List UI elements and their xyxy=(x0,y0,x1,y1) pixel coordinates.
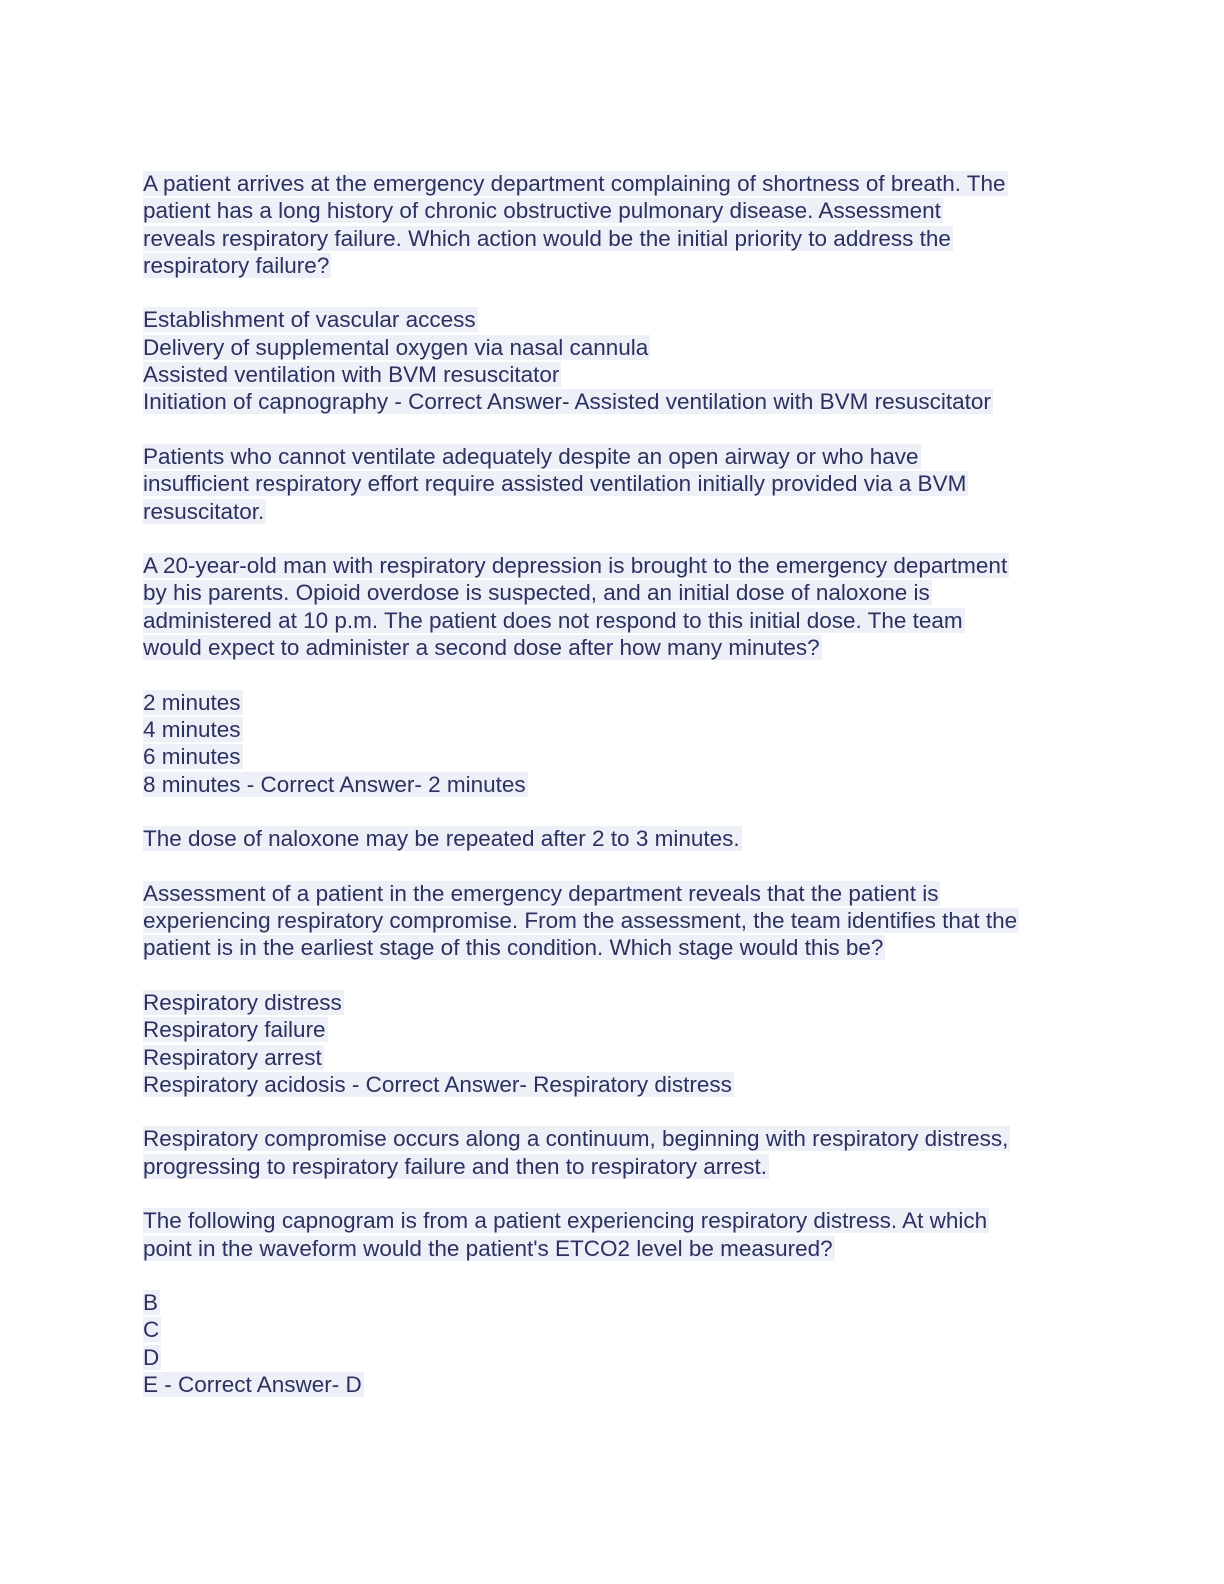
text-line: by his parents. Opioid overdose is suspected, and an initial dose of naloxone is xyxy=(143,580,930,606)
option-line: Respiratory distress xyxy=(143,989,342,1015)
answer-options-1 xyxy=(143,306,1083,415)
option-line-with-answer: Respiratory acidosis - Correct Answer- Respiratory distress xyxy=(143,1071,732,1097)
question-4 xyxy=(143,1207,1083,1262)
text-line: insufficient respiratory effort require assisted ventilation initially provided via a BVM xyxy=(143,471,967,497)
option-line: D xyxy=(143,1344,160,1370)
text-line: Patients who cannot ventilate adequately despite an open airway or who have xyxy=(143,443,919,469)
text-line: The dose of naloxone may be repeated after 2 to 3 minutes. xyxy=(143,826,740,852)
text-line: A patient arrives at the emergency department complaining of shortness of breath. The xyxy=(143,171,1006,196)
text-line: The following capnogram is from a patient experiencing respiratory distress. At which xyxy=(143,1208,988,1234)
option-line-with-answer: E - Correct Answer- D xyxy=(143,1372,362,1398)
option-line: C xyxy=(143,1317,160,1343)
text-line: respiratory failure? xyxy=(143,252,330,278)
rationale-2 xyxy=(143,825,1083,852)
option-line: Respiratory failure xyxy=(143,1017,326,1043)
text-line: Assessment of a patient in the emergency department reveals that the patient is xyxy=(143,880,939,906)
option-line-with-answer: 8 minutes - Correct Answer- 2 minutes xyxy=(143,771,526,797)
text-line: Respiratory compromise occurs along a continuum, beginning with respiratory distress, xyxy=(143,1126,1009,1152)
option-line: Delivery of supplemental oxygen via nasal cannula xyxy=(143,334,649,360)
option-line: B xyxy=(143,1290,159,1316)
text-line: progressing to respiratory failure and then to respiratory arrest. xyxy=(143,1153,768,1179)
rationale-3 xyxy=(143,1125,1083,1180)
question-2 xyxy=(143,552,1083,661)
answer-options-2 xyxy=(143,689,1083,798)
option-line: 2 minutes xyxy=(143,689,241,715)
text-line: experiencing respiratory compromise. From the assessment, the team identifies that the xyxy=(143,908,1018,934)
rationale-1 xyxy=(143,443,1083,525)
document-page xyxy=(143,170,1083,1426)
text-line: patient has a long history of chronic obstructive pulmonary disease. Assessment xyxy=(143,198,941,224)
question-1 xyxy=(143,170,1083,279)
text-line: patient is in the earliest stage of this condition. Which stage would this be? xyxy=(143,935,884,961)
text-line: would expect to administer a second dose after how many minutes? xyxy=(143,635,820,661)
text-line: reveals respiratory failure. Which action would be the initial priority to address the xyxy=(143,225,951,251)
option-line: Respiratory arrest xyxy=(143,1044,322,1070)
question-3 xyxy=(143,880,1083,962)
option-line: 4 minutes xyxy=(143,716,241,742)
option-line: 6 minutes xyxy=(143,744,241,770)
text-line: administered at 10 p.m. The patient does not respond to this initial dose. The team xyxy=(143,607,963,633)
option-line: Establishment of vascular access xyxy=(143,307,476,333)
text-line: resuscitator. xyxy=(143,498,265,524)
answer-options-4 xyxy=(143,1289,1083,1398)
text-line: point in the waveform would the patient's ETCO2 level be measured? xyxy=(143,1235,833,1261)
option-line-with-answer: Initiation of capnography - Correct Answer- Assisted ventilation with BVM resuscitator xyxy=(143,389,991,415)
text-line: A 20-year-old man with respiratory depression is brought to the emergency department xyxy=(143,553,1008,579)
answer-options-3 xyxy=(143,989,1083,1098)
option-line: Assisted ventilation with BVM resuscitator xyxy=(143,362,560,388)
